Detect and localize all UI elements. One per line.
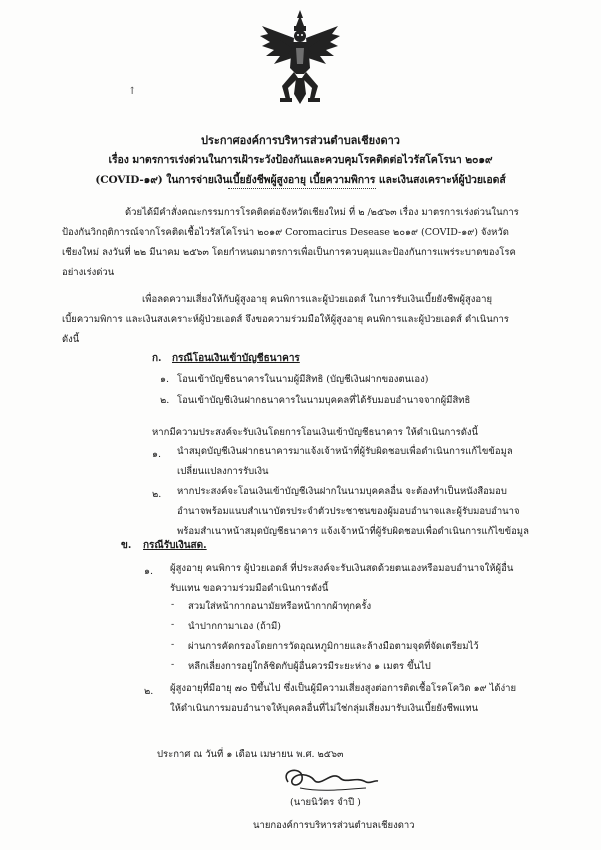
handwritten-signature (270, 762, 380, 796)
section-a-item: โอนเข้าบัญชีเงินฝากธนาคารในนามบุคคลที่ได้รับมอบอำนาจจากผู้มีสิทธิ (177, 395, 471, 406)
section-a-item-num: ๒. (160, 395, 170, 406)
section-a-intro: หากมีความประสงค์จะรับเงินโดยการโอนเงินเข้าบัญชีธนาคาร ให้ดำเนินการดังนี้ (152, 427, 479, 438)
bullet-dash: - (171, 599, 175, 610)
item-line: ผู้สูงอายุที่มีอายุ ๗๐ ปีขึ้นไป ซึ่งเป็นผู้มีความเสี่ยงสูงต่อการติดเชื้อโรคโควิด ๑๙ ได้ง่าย (170, 683, 517, 694)
purpose-paragraph (62, 290, 509, 350)
step-line: อำนาจพร้อมแนบสำเนาบัตรประจำตัวประชาชนของผู้มอบอำนาจและผู้รับมอบอำนาจ (177, 506, 520, 517)
bullet-item: ผ่านการคัดกรองโดยการวัดอุณหภูมิกายและล้างมือตามจุดที่จัดเตรียมไว้ (188, 641, 479, 652)
intro-line: อย่างเร่งด่วน (62, 267, 115, 278)
item-line: ให้ดำเนินการมอบอำนาจให้บุคคลอื่นที่ไม่ใช่กลุ่มเสี่ยงมารับเงินเบี้ยยังชีพแทน (170, 703, 479, 714)
section-b-item2 (170, 679, 516, 719)
section-a-item-num: ๑. (160, 374, 170, 385)
step-line: เปลี่ยนแปลงการรับเงิน (177, 466, 269, 477)
section-b-heading: กรณีรับเงินสด. (143, 540, 207, 551)
section-a-step (177, 482, 529, 542)
section-a-item: โอนเข้าบัญชีธนาคารในนามผู้มีสิทธิ (บัญชีเงินฝากของตนเอง) (177, 374, 429, 385)
signatory-title: นายกองค์การบริหารส่วนตำบลเชียงดาว (253, 820, 415, 831)
section-b-marker: ข. (121, 540, 132, 551)
section-b-item-num: ๑. (144, 566, 154, 577)
section-b-item-num: ๒. (144, 686, 154, 697)
intro-paragraph (62, 203, 519, 283)
announcement-title: ประกาศองค์การบริหารส่วนตำบลเชียงดาว (201, 134, 400, 147)
stray-mark: ↑ (128, 86, 137, 97)
item-line: ผู้สูงอายุ คนพิการ ผู้ป่วยเอดส์ ที่ประสงค์จะรับเงินสดด้วยตนเองหรือมอบอำนาจให้ผู้อื่น (170, 563, 514, 574)
announcement-date: ประกาศ ณ วันที่ ๑ เดือน เมษายน พ.ศ. ๒๕๖๓ (157, 749, 344, 760)
dotted-separator (228, 188, 376, 189)
bullet-dash: - (171, 639, 175, 650)
step-line: พร้อมสำเนาหน้าสมุดบัญชีธนาคาร แจ้งเจ้าหน้าที่ผู้รับผิดชอบเพื่อดำเนินการแก้ไขข้อมูล (177, 526, 529, 537)
bullet-item: นำปากกามาเอง (ถ้ามี) (188, 621, 282, 632)
bullet-dash: - (171, 619, 175, 630)
intro-line: ด้วยได้มีคำสั่งคณะกรรมการโรคติดต่อจังหวัดเชียงใหม่ ที่ ๒ /๒๕๖๓ เรื่อง มาตรการเร่งด่วนในการ (125, 207, 519, 218)
intro-line: ป้องกันวิกฤติการณ์จากโรคติดเชื้อไวรัสโคโรน่า ๒๐๑๙ Coromacirus Desease ๒๐๑๙ (COVID-๑๙) จังหวัด (62, 227, 509, 238)
purpose-line: เบี้ยความพิการ และเงินสงเคราะห์ผู้ป่วยเอดส์ จึงขอความร่วมมือให้ผู้สูงอายุ คนพิการและผู้ป่วยเอดส์ ดำเนินการ (62, 314, 509, 325)
purpose-line: ดังนี้ (62, 334, 80, 345)
subject-line-2: (COVID-๑๙) ในการจ่ายเงินเบี้ยยังชีพผู้สูงอายุ เบี้ยความพิการ และเงินสงเคราะห์ผู้ป่วยเอดส์ (95, 174, 506, 186)
section-a-step-num: ๒. (152, 489, 162, 500)
step-line: หากประสงค์จะโอนเงินเข้าบัญชีเงินฝากในนามบุคคลอื่น จะต้องทำเป็นหนังสือมอบ (177, 486, 507, 497)
section-a-heading: กรณีโอนเงินเข้าบัญชีธนาคาร (172, 353, 300, 364)
intro-line: เชียงใหม่ ลงวันที่ ๒๒ มีนาคม ๒๕๖๓ โดยกำหนดมาตรการเพื่อเป็นการควบคุมและป้องกันการแพร่ระบาดของโรค (62, 247, 516, 258)
garuda-emblem (258, 8, 342, 108)
signatory-name: (นายนิวัตร จำปี ) (290, 797, 361, 808)
step-line: นำสมุดบัญชีเงินฝากธนาคารมาแจ้งเจ้าหน้าที่ผู้รับผิดชอบเพื่อดำเนินการแก้ไขข้อมูล (177, 446, 513, 457)
bullet-item: สวมใส่หน้ากากอนามัยหรือหน้ากากผ้าทุกครั้ง (188, 601, 372, 612)
purpose-line: เพื่อลดความเสี่ยงให้กับผู้สูงอายุ คนพิการและผู้ป่วยเอดส์ ในการรับเงินเบี้ยยังชีพผู้สูงอายุ (142, 294, 493, 305)
bullet-item: หลีกเลี่ยงการอยู่ใกล้ชิดกับผู้อื่นควรมีระยะห่าง ๑ เมตร ขึ้นไป (188, 661, 431, 672)
subject-line-1: เรื่อง มาตรการเร่งด่วนในการเฝ้าระวังป้องกันและควบคุมโรคติดต่อไวรัสโคโรนา ๒๐๑๙ (108, 154, 493, 166)
bullet-dash: - (171, 659, 175, 670)
item-line: รับแทน ขอความร่วมมือดำเนินการดังนี้ (170, 583, 329, 594)
section-b-item1 (170, 559, 513, 599)
section-a-step (177, 442, 513, 482)
section-a-step-num: ๑. (152, 449, 162, 460)
section-a-marker: ก. (152, 353, 162, 364)
